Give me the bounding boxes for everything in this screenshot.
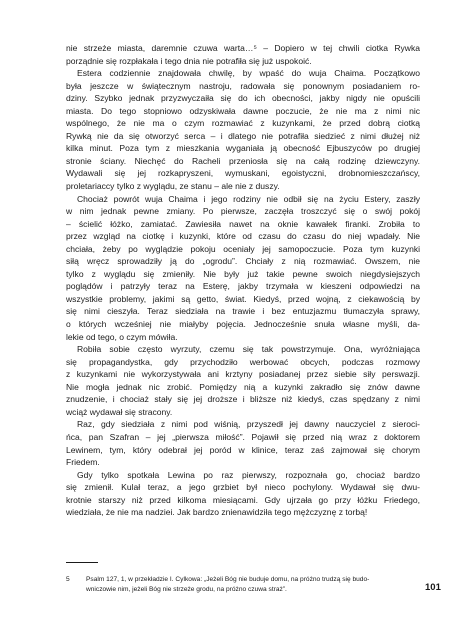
text-line: się propagandystka, gdy przychodziło werbować obcych, podczas rozmowy (66, 356, 420, 367)
text-line: Robiła sobie często wyrzuty, czemu się tak powstrzymuje. Ona, wyróżniająca (77, 344, 420, 355)
text-line: Gdy tylko spotkała Lewina po raz pierwszy, rozpoznała go, chociaż bardzo (77, 469, 420, 480)
page-number: 101 (425, 582, 441, 593)
text-line: porządnie się rozpłakała i tego dnia nie potrafiła się już uspokoić. (66, 55, 312, 66)
text-line: siłą wręcz sprowadziły ją do „ogrodu”. Chciały z nią rozmawiać. Owszem, nie (66, 256, 420, 267)
text-line: w nim jednak pewne zmiany. Po pierwsze, zaczęła troszczyć się o swój pokój (66, 206, 420, 217)
text-line: Wydawali się jej rozkapryszeni, wymuskani, egoistyczni, drobnomieszczańscy, (66, 168, 420, 179)
footnote-text (66, 575, 420, 595)
text-line: przez wzgląd na ciotkę i kuzynki, które od czasu do czasu do niej wpadały. Nie (66, 231, 420, 242)
text-line: była jeszcze w świątecznym nastroju, radowała się ponownym posiadaniem ro- (66, 80, 420, 91)
text-line: wciąż wydawał się stracony. (66, 406, 173, 417)
footnote-marker: 5 (66, 576, 70, 583)
text-line: Lewinem, tym, który odebrał jej poród w klinice, teraz zaś zajmował się chorym (66, 444, 420, 455)
text-line: Nie mogła jednak nic zrobić. Pomiędzy nią a kuzynki zakradło się znów dawne (66, 381, 420, 392)
footnote-line: wniczowie nim, jeżeli Bóg nie strzeże grodu, na próżno czuwa straż”. (86, 586, 287, 593)
text-line: proletariaccy tylko z wyglądu, ze stanu – ale nie z duszy. (66, 181, 280, 192)
text-line: ńca, pan Szafran – jej „pierwsza miłość”. Pojawił się przed nią wraz z doktorem (66, 431, 420, 442)
text-line: znudzenie, i chociaż stały się jej droższe i bliższe niż kiedyś, czas spędzany z nimi (66, 394, 420, 405)
text-line: tylko z wyglądu się zmieniły. Nie były już takie pewne swoich niegdysiejszych (66, 268, 420, 279)
text-line: nie strzeże miasta, daremnie czuwa warta…⁵ – Dopiero w tej chwili ciotka Rywka (66, 43, 420, 53)
text-line: wszystkie problemy, jakimi są getto, świat. Kiedyś, przed wojną, z ciekawością by (66, 293, 420, 304)
text-line: o których wcześniej nie miałyby pojęcia. Jednocześnie snuła własne myśli, da- (66, 319, 420, 330)
text-line: krotnie starszy niż przed kilkoma miesiącami. Gdy ujrzała go przy łóżku Friedego, (66, 494, 420, 505)
text-line: Chociaż powrót wuja Chaima i jego rodziny nie odbił się na życiu Estery, zaszły (77, 193, 420, 204)
text-line: dziny. Szybko jednak przyzwyczaiła się do ich obecności, jakby nigdy nie opuścili (66, 93, 420, 104)
text-line: się zmienił. Kulał teraz, a jego grzbiet był nieco pochylony. Wydawał się dwu- (66, 482, 420, 493)
text-line: Rywką nie da się otworzyć serca – i dlatego nie potrafiła siedzieć z nimi dłużej niż (66, 130, 420, 141)
text-line: lekie od tego, o czym mówiła. (66, 331, 178, 342)
text-line: Estera codziennie znajdowała chwilę, by wpaść do wuja Chaima. Początkowo (77, 68, 420, 79)
text-line: kilka minut. Poza tym z mieszkania wyganiała ją obecność Ejbuszyców po drugiej (66, 143, 420, 154)
text-line: miasta. Do tego stopniowo odzyskiwała dawne poczucie, że nie ma z nimi nic (66, 105, 420, 116)
text-line: z kuzynkami nie wykorzystywała ani krztyny posiadanej przez siebie siły perswazji. (66, 369, 420, 380)
text-line: się nimi cieszyła. Teraz siedziała na trawie i bez entuzjazmu tłumaczyła sprawy, (66, 306, 420, 317)
text-line: Friedem. (66, 457, 100, 468)
text-line: poglądów i patrzyły teraz na Esterę, jakby trzymała w kieszeni odpowiedzi na (66, 281, 420, 292)
text-line: chciała, żeby po wyglądzie pokoju oceniały jej samopoczucie. Poza tym kuzynki (66, 243, 420, 254)
footnote-line: Psalm 127, 1, w przekładzie I. Cylkowa: „Jeżeli Bóg nie buduje domu, na próżno trudzą się budo- (86, 576, 370, 583)
text-line: – ścielić łóżko, zamiatać. Zawiesiła nawet na oknie kawałek firanki. Zrobiła to (66, 218, 420, 229)
text-line: wspólnego, że nie ma o czym rozmawiać z kuzynkami, że przed dobrą ciotką (66, 118, 420, 129)
body-text (66, 42, 420, 519)
text-line: Raz, gdy siedziała z nimi pod wiśnią, przyszedł jej dawny nauczyciel z sieroci- (77, 419, 420, 430)
footnote (66, 575, 420, 595)
footnote-separator (66, 562, 98, 563)
text-line: stronie ściany. Niechęć do Racheli przeniosła się na całą rodzinę dziewczyny. (66, 155, 420, 166)
text-line: wiedziała, że nie ma nadziei. Jak bardzo znienawidziła tego mężczyznę z torbą! (66, 507, 368, 518)
